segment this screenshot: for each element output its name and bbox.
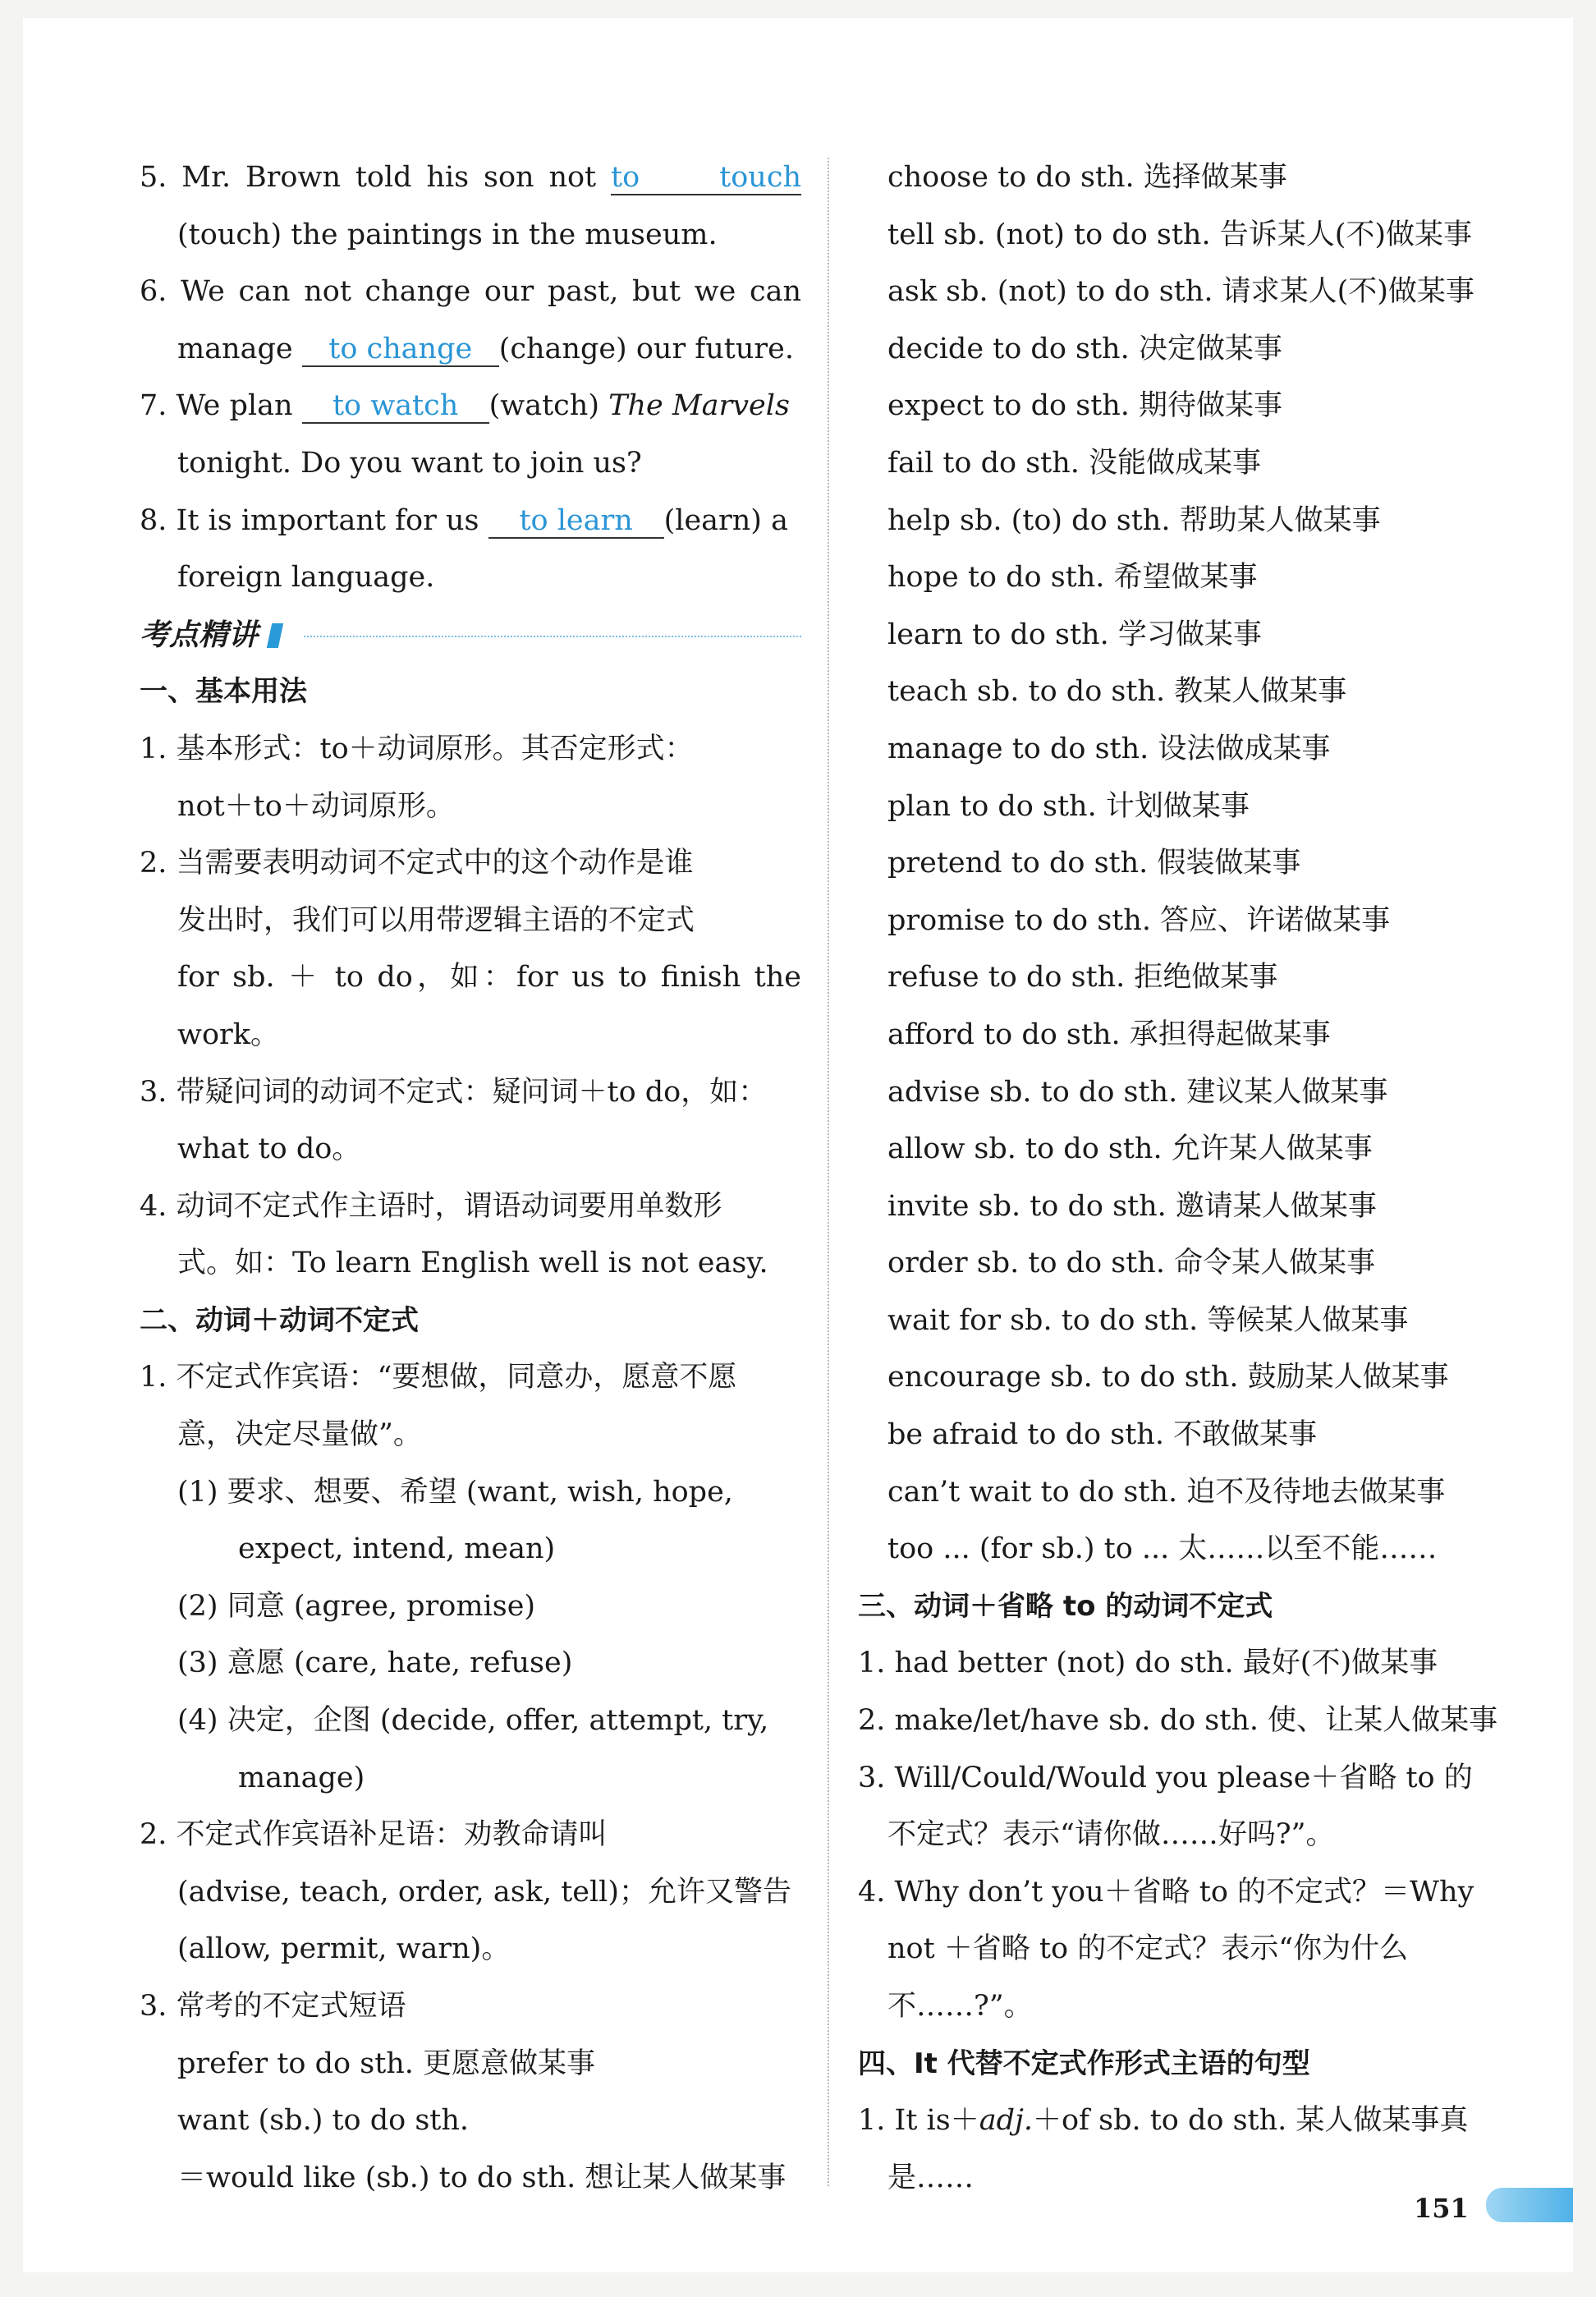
right-column [858,149,1520,2207]
text-line: 3. 常考的不定式短语 [140,1990,406,2023]
phrase-line: be afraid to do sth. 不敢做某事 [887,1418,1318,1452]
phrase-line: afford to do sth. 承担得起做某事 [887,1018,1331,1051]
exercise-5-line1 [140,149,801,207]
text-line: what to do。 [177,1132,361,1166]
text-line: 2. 当需要表明动词不定式中的这个动作是谁 [140,847,694,880]
phrase-line: encourage sb. to do sth. 鼓励某人做某事 [887,1361,1449,1394]
heading-verb-infinitive: 二、动词＋动词不定式 [140,1303,419,1337]
page [23,18,1573,2272]
left-column [140,149,801,2207]
text-line: want (sb.) to do sth. [177,2104,470,2138]
text-line: (2) 同意 (agree, promise) [177,1589,536,1623]
text-line: not ＋省略 to 的不定式？表示“你为什么 [887,1932,1409,1966]
text-span: adj. [979,2104,1033,2138]
text-line: 不定式？表示“请你做……好吗?”。 [887,1818,1335,1852]
phrase-line: plan to do sth. 计划做某事 [887,789,1250,823]
text-line: 意，决定尽量做”。 [177,1418,422,1452]
text-span: ＋of sb. to do sth. 某人做某事真 [1032,2104,1469,2138]
text-line: (allow, permit, warn)。 [177,1932,511,1966]
exercise-8-line1 [140,493,801,550]
section-rule [304,636,801,637]
heading-bare-infinitive: 三、动词＋省略 to 的动词不定式 [858,1589,1273,1623]
text-line: 发出时，我们可以用带逻辑主语的不定式 [177,903,695,937]
text-span: 1. It is＋ [858,2104,979,2138]
phrase-line: allow sb. to do sth. 允许某人做某事 [887,1132,1373,1166]
answer-blank: to change [302,333,499,367]
phrase-line: hope to do sth. 希望做某事 [887,561,1258,595]
phrase-line: teach sb. to do sth. 教某人做某事 [887,675,1347,709]
text-line: (1) 要求、想要、希望 (want, wish, hope, [177,1475,733,1509]
text-line: 4. Why don’t you＋省略 to 的不定式？＝Why [858,1875,1474,1909]
exercise-text: (change) our future. [498,332,794,365]
exercise-text: (learn) a [663,503,788,537]
page-number: 151 [1414,2193,1469,2224]
exercise-6-line1: 6. We can not change our past, but we can [140,275,801,309]
text-line: 2. make/let/have sb. do sth. 使、让某人做某事 [858,1704,1498,1738]
phrase-line: help sb. (to) do sth. 帮助某人做某事 [887,503,1381,537]
exercise-6-line2 [140,321,801,379]
phrase-line: order sb. to do sth. 命令某人做某事 [887,1247,1376,1280]
text-line: 3. Will/Could/Would you please＋省略 to 的 [858,1761,1473,1794]
exercise-7-line1 [140,378,801,435]
text-line: expect, intend, mean) [238,1532,556,1566]
section-title-text: 考点精讲 [140,618,259,652]
heading-basic-usage: 一、基本用法 [140,675,307,709]
text-line: not＋to＋动词原形。 [177,789,455,823]
exercise-text: 8. It is important for us [140,503,479,537]
text-line: 1. had better (not) do sth. 最好(不)做某事 [858,1647,1438,1680]
phrase-line: learn to do sth. 学习做某事 [887,618,1262,651]
text-line: 3. 带疑问词的动词不定式：疑问词＋to do，如： [140,1075,768,1109]
text-line: (advise, teach, order, ask, tell)；允许又警告 [177,1875,792,1909]
text-line: prefer to do sth. 更愿意做某事 [177,2047,596,2080]
exercise-text: 5. Mr. Brown told his son not [140,161,597,194]
exercise-text: 7. We plan [140,389,293,423]
movie-title: The Marvels [608,389,790,423]
answer-blank: to watch [302,389,489,424]
text-line: (3) 意愿 (care, hate, refuse) [177,1647,573,1680]
page-tab-decoration [1486,2188,1573,2222]
text-line: 不……?”。 [887,1990,1033,2023]
text-line: manage) [238,1761,365,1794]
phrase-line: advise sb. to do sth. 建议某人做某事 [887,1075,1388,1109]
answer-blank: to touch [611,161,801,194]
text-line: 4. 动词不定式作主语时，谓语动词要用单数形 [140,1189,722,1223]
section-title [140,607,801,664]
text-line: ＝would like (sb.) to do sth. 想让某人做某事 [177,2161,787,2194]
answer-blank: to learn [488,504,664,539]
exercise-5-line2: (touch) the paintings in the museum. [177,218,718,251]
section-marker [267,623,283,648]
exercise-text: (watch) [488,389,599,423]
column-divider [828,158,829,2186]
phrase-line: tell sb. (not) to do sth. 告诉某人(不)做某事 [887,218,1473,251]
phrase-line: expect to do sth. 期待做某事 [887,389,1283,423]
phrase-line: ask sb. (not) to do sth. 请求某人(不)做某事 [887,275,1474,309]
exercise-7-line2: tonight. Do you want to join us? [177,446,642,480]
text-line: 2. 不定式作宾语补足语：劝教命请叫 [140,1818,608,1852]
phrase-line: manage to do sth. 设法做成某事 [887,732,1331,765]
text-line: 1. 不定式作宾语：“要想做，同意办，愿意不愿 [140,1361,737,1394]
phrase-line: pretend to do sth. 假装做某事 [887,847,1301,880]
phrase-line: can’t wait to do sth. 迫不及待地去做某事 [887,1475,1446,1509]
phrase-line: invite sb. to do sth. 邀请某人做某事 [887,1189,1377,1223]
text-line [858,2093,1520,2150]
text-line: (4) 决定，企图 (decide, offer, attempt, try, [177,1704,769,1738]
text-line: 1. 基本形式：to＋动词原形。其否定形式： [140,732,694,765]
phrase-line: refuse to do sth. 拒绝做某事 [887,961,1278,995]
phrase-line: fail to do sth. 没能做成某事 [887,446,1262,480]
phrase-line: too ... (for sb.) to ... 太……以至不能…… [887,1532,1438,1566]
exercise-text: manage [177,332,293,365]
text-line: 式。如：To learn English well is not easy. [177,1247,768,1280]
phrase-line: wait for sb. to do sth. 等候某人做某事 [887,1303,1409,1337]
text-line: 是…… [887,2161,975,2194]
exercise-8-line2: foreign language. [177,561,435,595]
phrase-line: choose to do sth. 选择做某事 [887,161,1287,194]
phrase-line: promise to do sth. 答应、许诺做某事 [887,903,1391,937]
text-line: work。 [177,1018,279,1051]
phrase-line: decide to do sth. 决定做某事 [887,332,1282,365]
heading-it-formal-subject: 四、It 代替不定式作形式主语的句型 [858,2047,1310,2080]
text-line: for sb. ＋ to do，如：for us to finish the [177,961,801,995]
